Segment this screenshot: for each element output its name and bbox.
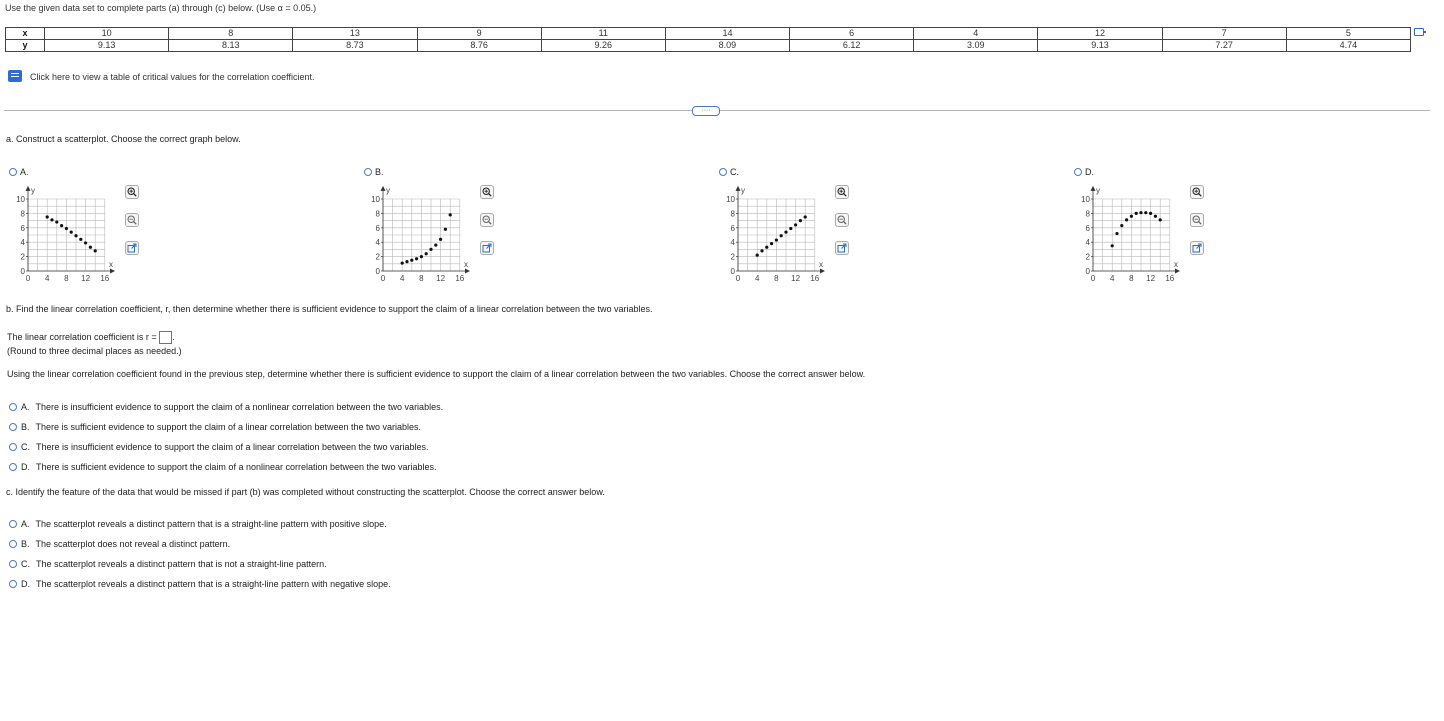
option-key: D. [21,461,30,472]
x-cell: 4 [914,28,1038,40]
part-c-option-a[interactable] [9,518,387,529]
scatterplot-c [715,184,827,284]
radio-button[interactable] [719,168,727,176]
y-tick-label: 10 [726,195,735,204]
x-tick-label: 16 [810,274,820,283]
graph-option-d[interactable] [1074,166,1094,177]
part-b-option-d[interactable] [9,461,437,472]
x-cell: 8 [169,28,293,40]
y-tick-label: 6 [730,223,735,233]
graph-option-label: D. [1085,166,1094,177]
scatter-point [1130,215,1133,218]
critical-values-link[interactable]: Click here to view a table of critical values for the correlation coefficient. [30,72,315,82]
y-tick-label: 8 [1085,209,1090,219]
option-text: B. There is sufficient evidence to support the claim of a linear correlation between the two variables. [21,421,422,432]
radio-button[interactable] [1074,168,1082,176]
x-tick-label: 4 [1109,274,1115,283]
y-axis-arrow [1091,186,1096,191]
scatter-point [410,259,413,262]
round-note: (Round to three decimal places as needed.) [7,346,182,356]
x-axis-arrow [465,269,470,274]
scatter-point [1115,232,1118,235]
zoom-out-icon[interactable] [835,213,849,227]
x-cell: 5 [1286,28,1410,40]
scatter-point [775,238,778,241]
option-text: D. There is sufficient evidence to support the claim of a nonlinear correlation between the two variables. [21,461,437,472]
scatter-point [65,227,68,230]
x-cell: 7 [1162,28,1286,40]
x-cell: 11 [541,28,665,40]
radio-button[interactable] [9,443,17,451]
x-tick-label: 4 [44,274,50,283]
scatter-point [765,246,768,249]
zoom-out-icon[interactable] [480,213,494,227]
scatter-point [1125,218,1128,221]
x-tick-label: 4 [754,274,760,283]
y-cell: 8.73 [293,40,417,52]
x-cell: 9 [417,28,541,40]
y-tick-label: 10 [371,195,380,204]
scatter-point [449,213,452,216]
y-row [6,40,1411,52]
x-tick-label: 4 [399,274,405,283]
zoom-in-icon[interactable] [480,185,494,199]
part-b-option-c[interactable] [9,441,429,452]
x-cell: 14 [665,28,789,40]
scatter-point [94,249,97,252]
scatter-point [1111,244,1114,247]
graph-option-label: C. [730,166,739,177]
option-key: A. [21,518,30,529]
y-tick-label: 4 [375,238,380,248]
y-axis-label: y [31,185,35,195]
r-prompt: The linear correlation coefficient is r = [7,331,157,342]
scatter-point [1139,211,1142,214]
y-tick-label: 10 [1081,195,1090,204]
y-tick-label: 6 [20,223,25,233]
scatterplot-b [360,184,472,284]
part-c-option-c[interactable] [9,558,327,569]
scatter-point [804,215,807,218]
scatter-point [70,231,73,234]
x-tick-label: 0 [1090,274,1096,283]
option-text: C. There is insufficient evidence to support the claim of a linear correlation between the two variables. [21,441,429,452]
y-tick-label: 4 [730,238,735,248]
y-axis-label: y [741,185,745,195]
option-text: D. The scatterplot reveals a distinct pattern that is a straight-line pattern with negative slope. [21,578,391,589]
y-cell: 6.12 [790,40,914,52]
data-table [5,27,1411,52]
part-b-option-b[interactable] [9,421,421,432]
y-tick-label: 4 [20,238,25,248]
radio-button[interactable] [9,423,17,431]
x-tick-label: 8 [64,274,69,283]
y-tick-label: 0 [730,267,735,276]
scatter-point [84,241,87,244]
x-tick-label: 12 [81,274,91,283]
y-cell: 8.76 [417,40,541,52]
popout-icon[interactable] [835,241,849,255]
y-axis-arrow [26,186,31,191]
x-axis-arrow [820,269,825,274]
r-suffix: . [172,331,175,342]
r-prompt-line [7,331,175,344]
zoom-in-icon[interactable] [125,185,139,199]
option-text: A. The scatterplot reveals a distinct pattern that is a straight-line pattern with positive slope. [21,518,387,529]
scatter-point [1154,215,1157,218]
scatter-point [405,260,408,263]
radio-button[interactable] [9,580,17,588]
scatter-point [429,248,432,251]
radio-button[interactable] [364,168,372,176]
part-b-question: b. Find the linear correlation coefficient, r, then determine whether there is sufficient evidence to support the claim of a linear correlation between the two variables. [6,304,653,314]
scatter-point [784,231,787,234]
y-tick-label: 0 [375,267,380,276]
x-tick-label: 12 [436,274,446,283]
y-cell: 9.13 [1038,40,1162,52]
y-cell: 9.13 [45,40,169,52]
scatter-point [60,224,63,227]
x-axis-label: x [1174,260,1179,269]
radio-button[interactable] [9,403,17,411]
y-cell: 8.09 [665,40,789,52]
y-cell: 8.13 [169,40,293,52]
x-tick-label: 12 [1146,274,1156,283]
scatter-point [1120,224,1123,227]
x-tick-label: 0 [380,274,386,283]
zoom-out-icon[interactable] [1190,213,1204,227]
option-key: A. [21,401,30,412]
y-tick-label: 8 [375,209,380,219]
part-c-option-d[interactable] [9,578,391,589]
radio-button[interactable] [9,540,17,548]
radio-button[interactable] [9,520,17,528]
zoom-in-icon[interactable] [835,185,849,199]
scatter-point [1144,211,1147,214]
part-c-question: c. Identify the feature of the data that would be missed if part (b) was completed without constructing the scatterplot. Choose the correct answer below. [6,487,605,497]
part-b-option-a[interactable] [9,401,443,412]
x-tick-label: 12 [791,274,801,283]
problem-intro: Use the given data set to complete parts (a) through (c) below. (Use α = 0.05.) [5,3,317,13]
option-text: B. The scatterplot does not reveal a distinct pattern. [21,538,231,549]
radio-button[interactable] [9,560,17,568]
y-cell: 9.26 [541,40,665,52]
scatter-point [79,238,82,241]
x-tick-label: 0 [25,274,31,283]
scatter-point [756,254,759,257]
x-cell: 6 [790,28,914,40]
x-tick-label: 8 [1129,274,1134,283]
option-key: B. [21,538,30,549]
x-tick-label: 8 [419,274,424,283]
x-tick-label: 8 [774,274,779,283]
scatter-point [770,242,773,245]
option-text: C. The scatterplot reveals a distinct pattern that is not a straight-line pattern. [21,558,327,569]
scatter-point [799,219,802,222]
y-tick-label: 2 [1085,252,1090,262]
x-tick-label: 16 [1165,274,1175,283]
x-cell: 12 [1038,28,1162,40]
x-tick-label: 16 [100,274,110,283]
y-tick-label: 8 [730,209,735,219]
y-tick-label: 2 [20,252,25,262]
x-axis-arrow [1175,269,1180,274]
option-key: B. [21,421,30,432]
scatter-point [439,238,442,241]
option-text: A. There is insufficient evidence to support the claim of a nonlinear correlation between the two variables. [21,401,444,412]
y-axis-arrow [381,186,386,191]
r-answer-input[interactable] [159,331,172,344]
scatter-point [1159,218,1162,221]
y-header: y [6,40,45,52]
option-key: C. [21,441,30,452]
x-tick-label: 16 [455,274,465,283]
scatter-point [1149,212,1152,215]
scatter-point [55,220,58,223]
part-c-option-b[interactable] [9,538,230,549]
y-tick-label: 4 [1085,238,1090,248]
x-axis-label: x [109,260,114,269]
x-axis-arrow [110,269,115,274]
copy-table-icon[interactable] [1414,28,1424,36]
part-b-followup: Using the linear correlation coefficient found in the previous step, determine whether there is sufficient evidence to support the claim of a linear correlation between the two variables. Choose the correct answer below. [7,369,866,379]
zoom-out-icon[interactable] [125,213,139,227]
scatter-point [46,215,49,218]
x-cell: 13 [293,28,417,40]
scatter-point [760,249,763,252]
scatter-point [1135,212,1138,215]
scatterplot-d [1070,184,1182,284]
x-axis-label: x [464,260,469,269]
radio-button[interactable] [9,463,17,471]
graph-option-label: A. [20,166,29,177]
scatter-point [434,243,437,246]
x-header: x [6,28,45,40]
scatter-point [780,234,783,237]
scatter-point [789,227,792,230]
zoom-in-icon[interactable] [1190,185,1204,199]
scatter-point [74,234,77,237]
y-cell: 3.09 [914,40,1038,52]
graph-option-label: B. [375,166,384,177]
x-row [6,28,1411,40]
scatter-point [50,218,53,221]
y-tick-label: 2 [375,252,380,262]
y-axis-label: y [1096,185,1100,195]
popout-icon[interactable] [480,241,494,255]
option-key: C. [21,558,30,569]
scatter-point [415,257,418,260]
graph-option-b[interactable] [364,166,384,177]
book-icon[interactable] [8,70,22,82]
y-tick-label: 8 [20,209,25,219]
scatter-point [425,252,428,255]
scatter-point [89,246,92,249]
scatter-point [444,228,447,231]
graph-option-a[interactable] [9,166,29,177]
graph-option-c[interactable] [719,166,739,177]
y-tick-label: 6 [1085,223,1090,233]
y-cell: 4.74 [1286,40,1410,52]
y-axis-arrow [736,186,741,191]
x-tick-label: 0 [735,274,741,283]
popout-icon[interactable] [1190,241,1204,255]
x-axis-label: x [819,260,824,269]
scatter-point [420,255,423,258]
radio-button[interactable] [9,168,17,176]
option-key: D. [21,578,30,589]
scatter-point [794,223,797,226]
y-tick-label: 10 [16,195,25,204]
part-a-question: a. Construct a scatterplot. Choose the correct graph below. [6,134,241,144]
expand-button[interactable]: ···· [692,106,720,116]
scatter-point [401,261,404,264]
y-tick-label: 0 [1085,267,1090,276]
y-cell: 7.27 [1162,40,1286,52]
y-axis-label: y [386,185,390,195]
y-tick-label: 6 [375,223,380,233]
popout-icon[interactable] [125,241,139,255]
scatterplot-a [5,184,117,284]
y-tick-label: 0 [20,267,25,276]
x-cell: 10 [45,28,169,40]
y-tick-label: 2 [730,252,735,262]
